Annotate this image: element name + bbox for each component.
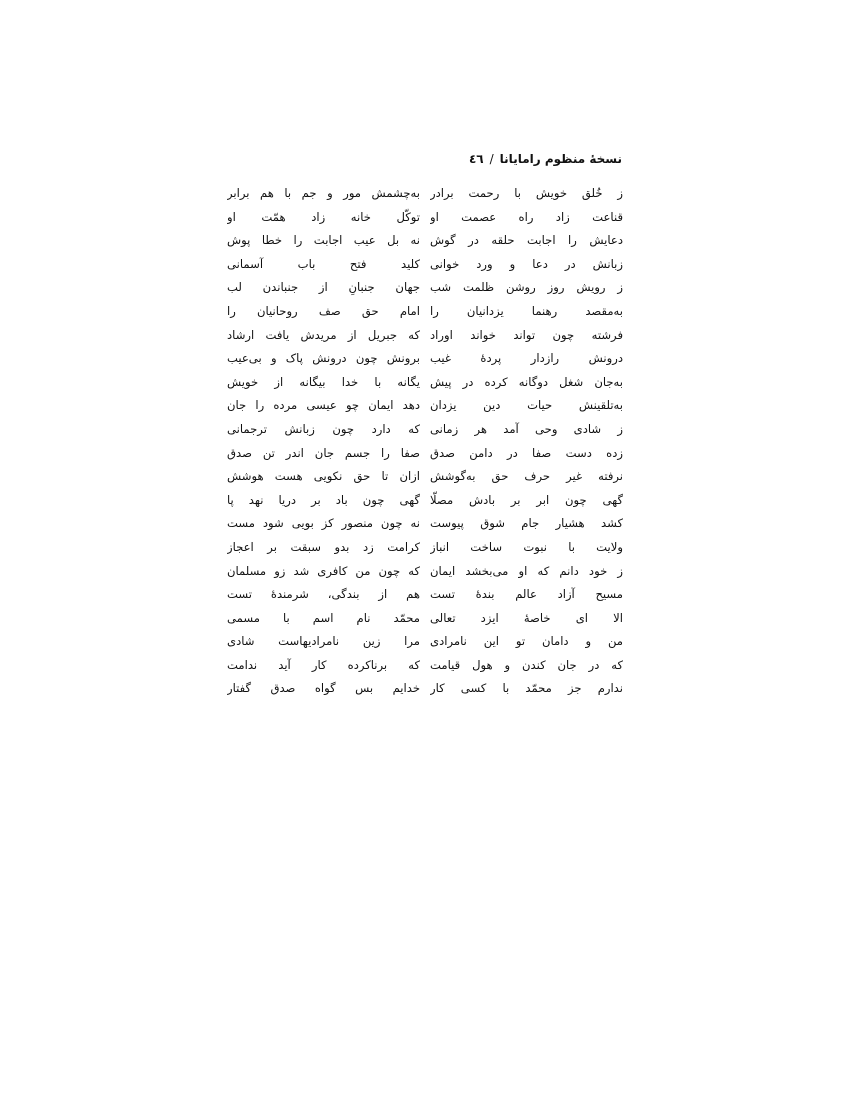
verse-line: کشد هشیار جام شوق پیوست [430,516,623,531]
verse-line: یگانه با خدا بیگانه از خویش [227,374,420,389]
verse-line: هم از بندگی، شرمندهٔ تست [227,587,420,602]
verse-line: ز شادی وحی آمد هر زمانی [430,421,623,436]
book-title: نسخهٔ منظوم رامایانا [499,152,622,166]
verse-line: مرا زین نامرادیهاست شادی [227,634,420,649]
verse-line: ز خود دانم که او می‌بخشد ایمان [430,563,623,578]
verse-line: نه چون منصور کز بویی شود مست [227,516,420,531]
verse-line: نه بل عیب اجابت را خطا پوش [227,233,420,248]
verse-line: الا ای خاصهٔ ایزد تعالی [430,610,623,625]
verse-line: زبانش در دعا و ورد خوانی [430,256,623,271]
verse-line: توکّل خانه زاد همّت او [227,209,420,224]
verse-line: گهی چون باد بر دریا نهد پا [227,492,420,507]
header-separator: / [489,152,494,166]
page-number: ٤٦ [468,152,484,166]
verse-line: که جبریل از مریدش یافت ارشاد [227,327,420,342]
running-header [469,150,622,168]
verse-line: من و دامان تو این نامرادی [430,634,623,649]
verse-line: فرشته چون تواند خواند اوراد [430,327,623,342]
verse-line: ندارم جز محمّد با کسی کار [430,681,623,696]
verse-line: گهی چون ابر بر بادش مصلّا [430,492,623,507]
verse-line: محمّد نام اسم با مسمی [227,610,420,625]
verse-line: نرفته غیر حرف حق به‌گوشش [430,469,623,484]
verse-line: صفا را جسم جان اندر تن صدق [227,445,420,460]
verse-line: مسیح آزاد عالم بندهٔ تست [430,587,623,602]
verse-line: که برناکرده کار آید ندامت [227,657,420,672]
verse-line: ز خُلق خویش با رحمت برادر [430,186,623,200]
verse-line: جهان جنبانِ از جنباندن لب [227,280,420,295]
verse-line: دعایش را اجابت حلقه در گوش [430,233,623,248]
verse-line: برونش چون درونش پاک و بی‌عیب [227,351,420,366]
verse-line: به‌جان شغل دوگانه کرده در پیش [430,374,623,389]
verse-line: درونش رازدار پردهٔ غیب [430,351,623,366]
verse-line: که در جان کندن و هول قیامت [430,657,623,672]
verse-line: دهد ایمان چو عیسی مرده را جان [227,398,420,413]
poem-column-left [227,182,420,701]
verse-line: که چون من کافری شد زو مسلمان [227,563,420,578]
verse-line: به‌چشمش مور و جم با هم برابر [227,186,420,200]
verse-line: ازان تا حق نکویی هست هوشش [227,469,420,484]
verse-line: کرامت زد بدو سبقت بر اعجاز [227,539,420,554]
poem-column-right [430,182,623,701]
verse-line: ز رویش روز روشن ظلمت شب [430,280,623,295]
verse-line: قناعت زاد راه عصمت او [430,209,623,224]
verse-line: ولایت با نبوت ساخت انباز [430,539,623,554]
verse-line: خدایم بس گواه صدق گفتار [227,681,420,696]
verse-line: به‌مقصد رهنما یزدانیان را [430,303,623,318]
verse-line: کلید فتح باب آسمانی [227,256,420,271]
verse-line: امام حق صف روحانیان را [227,303,420,318]
verse-line: زده دست صفا در دامن صدق [430,445,623,460]
verse-line: که دارد چون زبانش ترجمانی [227,421,420,436]
verse-line: به‌تلقینش حیات دین یزدان [430,398,623,413]
